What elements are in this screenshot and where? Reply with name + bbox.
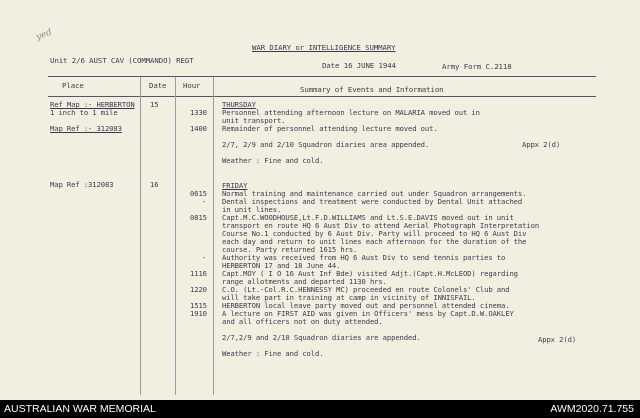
table-header-rule: [48, 96, 596, 97]
entry1-line: 2/7, 2/9 and 2/10 Squadron diaries area appended.: [222, 140, 430, 149]
entry2-line: in unit lines.: [222, 205, 282, 214]
pencil-mark: yed: [34, 27, 54, 43]
entry1-date: 15: [150, 100, 159, 109]
entry2-line: each day and return to unit lines each afternoon for the duration of the: [222, 237, 527, 246]
entry2-line: Capt.M.C.WOODHOUSE,Lt.F.D.WILLIAMS and Lt.S.E.DAVIS moved out in unit: [222, 213, 514, 222]
entry2-hour: -: [202, 197, 207, 206]
diary-title: WAR DIARY or INTELLIGENCE SUMMARY: [252, 43, 396, 52]
col-divider-1: [140, 77, 141, 395]
entry2-line: range allotments and departed 1130 hrs.: [222, 277, 387, 286]
entry1-place-scale: 1 inch to 1 mile: [50, 108, 118, 117]
entry2-hour: -: [202, 253, 207, 262]
entry2-hour: 1515: [190, 301, 207, 310]
entry1-line: Personnel attending afternoon lecture on MALARIA moved out in: [222, 108, 480, 117]
entry2-hour: 1220: [190, 285, 207, 294]
entry2-weather: Weather : Fine and cold.: [222, 349, 324, 358]
entry2-map-ref: Map Ref :312083: [50, 180, 114, 189]
col-hour-header: Hour: [183, 81, 201, 90]
entry2-hour: 0815: [190, 213, 207, 222]
archive-footer: [0, 400, 640, 418]
footer-accession-number: AWM2020.71.755: [550, 403, 634, 415]
entry1-day: THURSDAY: [222, 100, 256, 109]
entry2-line: Capt.MOY ( I O 16 Aust Inf Bde) visited Adjt.(Capt.H.McLEOD) regarding: [222, 269, 518, 278]
entry2-hour: 1116: [190, 269, 207, 278]
entry2-line: A lecture on FIRST AID was given in Officers' mess by Capt.D.W.OAKLEY: [222, 309, 514, 318]
entry2-appendix: Appx 2(d): [538, 335, 577, 344]
entry2-hour: 1910: [190, 309, 207, 318]
entry2-line: will take part in training at camp in vicinity of INNISFAIL.: [222, 293, 476, 302]
entry1-line: unit transport.: [222, 116, 286, 125]
entry2-line: HERBERTON local leave party moved out and personnel attended cinema.: [222, 301, 510, 310]
date-line: Date 16 JUNE 1944: [322, 61, 396, 70]
entry2-line: HERBERTON 17 and 18 June 44.: [222, 261, 341, 270]
entry2-line: Normal training and maintenance carried out under Squadron arrangements.: [222, 189, 527, 198]
entry2-line: course. Party returned 1615 hrs.: [222, 245, 358, 254]
entry2-line: Course No.1 conducted by 6 Aust Div. Party will proceed to HQ 6 Aust Div: [222, 229, 527, 238]
entry2-hour: 0615: [190, 189, 207, 198]
entry1-place-ref: Ref Map :- HERBERTON: [50, 100, 135, 109]
col-place-header: Place: [62, 81, 84, 90]
table-top-rule: [48, 76, 596, 77]
entry1-line: Remainder of personnel attending lecture moved out.: [222, 124, 438, 133]
entry2-line: Dental inspections and treatment were conducted by Dental Unit attached: [222, 197, 523, 206]
entry1-hour: 1400: [190, 124, 207, 133]
unit-line: Unit 2/6 AUST CAV (COMMANDO) REGT: [50, 56, 194, 65]
entry2-date: 16: [150, 180, 159, 189]
entry2-day: FRIDAY: [222, 181, 248, 190]
entry2-line: 2/7,2/9 and 2/10 Squadron diaries are appended.: [222, 333, 421, 342]
entry2-line: transport en route HQ 6 Aust Div to attend Aerial Photograph Interpretation: [222, 221, 540, 230]
entry2-line: C.O. (Lt.-Col.R.C.HENNESSY MC) proceeded en route Colonels' Club and: [222, 285, 510, 294]
col-divider-2: [175, 77, 176, 395]
col-summary-header: Summary of Events and Information: [300, 85, 444, 94]
col-date-header: Date: [149, 81, 167, 90]
entry1-hour: 1330: [190, 108, 207, 117]
entry1-weather: Weather : Fine and cold.: [222, 156, 324, 165]
entry1-appendix: Appx 2(d): [522, 140, 561, 149]
army-form: Army Form C.2118: [442, 62, 512, 71]
entry2-line: Authority was received from HQ 6 Aust Div to send tennis parties to: [222, 253, 506, 262]
entry1-map-ref: Map Ref :- 312083: [50, 124, 122, 133]
entry2-line: and all officers not on duty attended.: [222, 317, 383, 326]
footer-institution: AUSTRALIAN WAR MEMORIAL: [4, 403, 156, 415]
col-divider-3: [213, 77, 214, 395]
